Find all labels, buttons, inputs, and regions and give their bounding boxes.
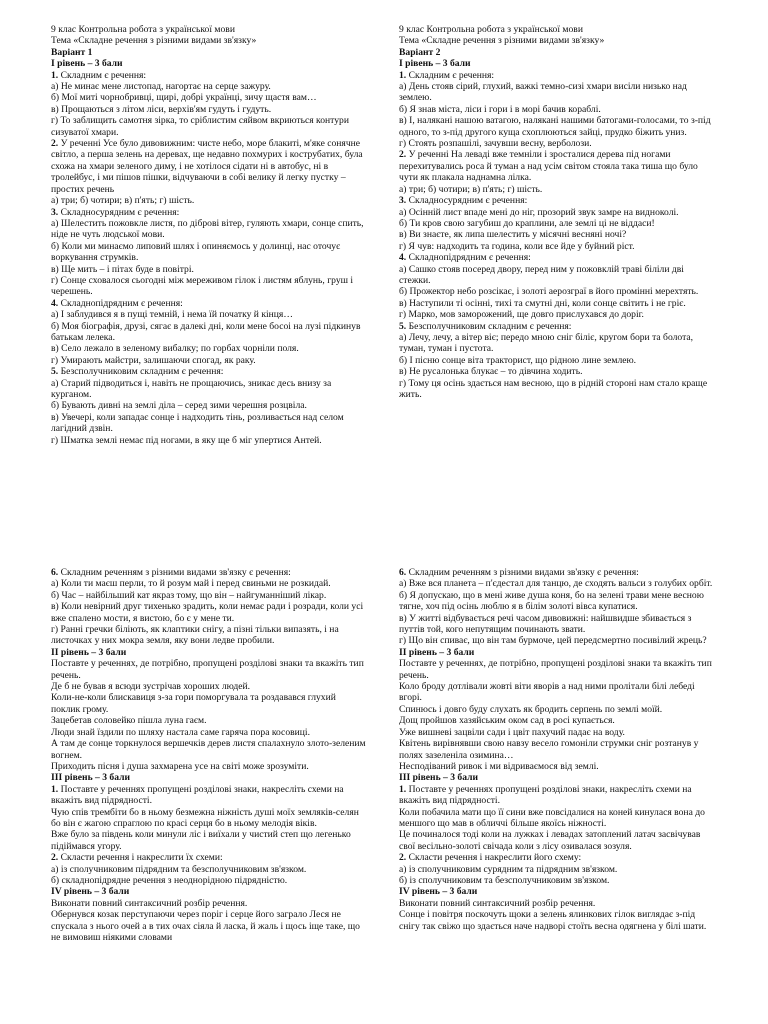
task-sentences [399, 807, 715, 853]
line-text: б) Ти кров свою загубиш до краплини, але землі ці не віддаси! [399, 217, 655, 229]
sentence: Де б не бував я всюди зустрічав хороших людей. [51, 681, 251, 693]
line-text: в) Ще мить – і пітах буде в повітрі. [51, 263, 194, 275]
answer-option [51, 195, 367, 206]
answer-option [51, 378, 367, 401]
line-text: г) Стоять розпашілі, зачувши весну, верболози. [399, 138, 592, 150]
task-instruction: Поставте у реченнях, де потрібно, пропущені розділові знаки та вкажіть тип речень. [399, 658, 712, 681]
line-text: в) Увечері, коли западає сонце і надходить тінь, розливається над селом лагідний дзвін. [51, 411, 344, 435]
line-text: а) Не минає мене листопад, нагортає на серце зажуру. [51, 81, 271, 93]
line-text: Безсполучниковим складним є речення: [58, 366, 224, 378]
sentence: Коло броду дотлівали жовті віти яворів а над ними пролітали білі лебеді вгорі. [399, 681, 695, 704]
sentence: Коли побачила мати що її сини вже повсідалися на коней кинулася вона до меншого що мав в обличчі більше якоїсь ніжності. [399, 806, 705, 829]
level-heading: IV рівень – 3 бали [399, 886, 478, 898]
sentence: Коли-не-коли блискавиця з-за гори поморгувала та роздавався глухий поклик грому. [51, 692, 336, 715]
sentence: Уже вишневі зацвіли сади і цвіт пахучий падає на воду. [399, 726, 625, 738]
question-stem [51, 567, 367, 578]
answer-option [51, 309, 367, 320]
line-text: а) Лечу, лечу, а вітер віє; передо мною сніг біліє, кругом бори та болота, туман, туман і пустота. [399, 331, 694, 355]
sentence: Квітень вирівнявши свою навзу весело гомоніли струмки сніг розтанув у полях зазеленіла озимина… [399, 738, 699, 761]
answer-option [51, 412, 367, 435]
line-text: в) Ви знаєте, як липа шелестить у місячні весняні ночі? [399, 229, 627, 241]
line-text: Складнопідрядним є речення: [406, 252, 531, 264]
line-text: б) Бувають дивні на землі діла – серед зими черешня розцвіла. [51, 400, 307, 412]
variant2-part2 [399, 567, 715, 932]
line-text: а) три; б) чотири; в) п'ять; г) шість. [51, 195, 195, 207]
level-heading: IV рівень – 3 бали [51, 886, 130, 898]
line-text: г) То заблищить самотня зірка, то сріблистим сяйвом вкриються контури сизуватої хмари. [51, 115, 349, 138]
line-text: Складним є речення: [58, 69, 147, 81]
question-number: 1. [51, 69, 59, 81]
sentence: Приходить пісня і душа захмарена усе на світі може зрозуміти. [51, 760, 309, 772]
line-text: б) Я знав міста, ліси і гори і в морі бачив кораблі. [399, 103, 601, 115]
sentence: Спинюсь і довго буду слухать як бродить серпень по землі моїй. [399, 703, 663, 715]
task-sentences [51, 681, 367, 772]
line-text: Складносурядним є речення: [58, 206, 180, 218]
question-number: 3. [51, 206, 59, 218]
answer-option [399, 207, 715, 218]
line-text: в) Коли невірний друг тихенько зрадить, коли немає ради і розради, коли усі вже спалено мости, я вистою, бо є у мене ти. [51, 601, 364, 624]
question-list [51, 567, 367, 647]
question-stem [399, 567, 715, 578]
line-text: б) Час – найбільший кат якраз тому, що він – найгуманніший лікар. [51, 589, 327, 601]
line-text: г) Марко, мов заморожений, ще довго прислухався до доріг. [399, 309, 644, 321]
question-number: 5. [399, 320, 407, 332]
line-text: а) Вже вся планета – п'єдестал для танцю, де сходять вальси з голубих орбіт. [399, 578, 713, 590]
variant2-part1 [399, 24, 715, 400]
test-topic: Тема «Складне речення з різними видами зв'язку» [51, 35, 257, 47]
line-text: в) Не русалонька блукає – то дівчина ходить. [399, 366, 583, 378]
answer-option [51, 275, 367, 298]
line-text: Безсполучниковим складним є речення: [406, 320, 572, 332]
line-text: б) Прожектор небо розсікає, і золоті аерозграї в його промінні мерехтять. [399, 286, 699, 298]
task-instruction: 1. Поставте у реченнях пропущені розділові знаки, накресліть схеми на вкажіть вид підрядності. [399, 783, 692, 807]
answer-option [399, 366, 715, 377]
task-sentences [399, 681, 715, 772]
answer-option [51, 400, 367, 411]
line-text: а) Старий підводиться і, навіть не прощаючись, зникає десь внизу за курганом. [51, 377, 332, 400]
line-text: б) Я допускаю, що в мені живе душа коня, бо на зелені трави мене весною тягне, хоч під осінь люблю я в білім золоті вівса купатися. [399, 589, 704, 613]
question-stem [51, 138, 367, 195]
line-text: а) три; б) чотири; в) п'ять; г) шість. [399, 183, 543, 195]
line-text: Складним реченням з різними видами зв'язку є речення: [58, 567, 291, 578]
level-heading: ІІ рівень – 3 бали [399, 646, 475, 658]
answer-option [51, 241, 367, 264]
line-text: г) Що він спиває, що він там бурмоче, цей передсмертно посивілий жрець? [399, 635, 707, 647]
sentence: Несподіваний ривок і ми відриваємося від землі. [399, 760, 599, 772]
answer-option [399, 218, 715, 229]
question-number: 5. [51, 366, 59, 378]
line-text: в) Село лежало в зеленому вибалку; по горбах чорніли поля. [51, 343, 299, 355]
line-text: У реченні На левадi вже темніли і зросталися дерева під ногами перехитувались роса й туман а над усім світом стояла така тиша що було чути як плакала наднамна лілка. [399, 149, 698, 184]
sentence: б) із сполучниковим та безсполучниковим зв'язком. [399, 874, 610, 886]
question-list [399, 567, 715, 647]
answer-option [51, 601, 367, 624]
line-text: г) Умирають майстри, залишаючи спогад, як раку. [51, 354, 256, 366]
line-text: Складним реченням з різними видами зв'язку є речення: [406, 567, 639, 578]
question-stem [399, 70, 715, 81]
line-text: а) Сашко стояв посеред двору, перед ним у пожовклій траві біліли дві стежки. [399, 263, 684, 286]
variant-title: Варіант 1 [51, 46, 93, 58]
line-text: Складнопідрядним є речення: [58, 297, 183, 309]
question-list [399, 70, 715, 401]
answer-option [51, 578, 367, 589]
task-sentences [51, 807, 367, 853]
task-sentences [51, 909, 367, 943]
task-instruction: 2. Скласти речення і накреслити їх схеми: [51, 852, 223, 864]
task-instruction: 2. Скласти речення і накреслити його схему: [399, 852, 582, 864]
sentence: Дощ пройшов хазяйським оком сад в росі купається. [399, 715, 615, 727]
task-instruction: Виконати повний синтаксичний розбір речення. [399, 897, 596, 909]
answer-option [51, 218, 367, 241]
sentence: Чую спів трембіти бо в ньому безмежна ніжність душі моїх земляків-селян бо він є жагою спраглою по красі серця бо в ньому мелодія віків. [51, 806, 359, 829]
task-sentences [399, 909, 715, 932]
line-text: г) Шматка землі немає під ногами, в яку ще б міг упертися Антей. [51, 434, 322, 446]
answer-option [51, 264, 367, 275]
line-text: г) Я чув: надходить та година, коли все йде у буйний ріст. [399, 240, 635, 252]
answer-option [51, 115, 367, 138]
question-number: 6. [51, 567, 59, 578]
answer-option [51, 435, 367, 446]
line-text: г) Тому ця осінь здається нам весною, що в рідній стороні нам стало краще жить. [399, 377, 708, 400]
question-number: 2. [51, 138, 59, 150]
answer-option [51, 355, 367, 366]
task-sentences [399, 864, 715, 887]
answer-option [399, 229, 715, 240]
answer-option [399, 298, 715, 309]
question-list [51, 70, 367, 446]
question-number: 4. [399, 252, 407, 264]
answer-option [51, 92, 367, 103]
sentence: Це починалося тоді коли на лужках і левадах затоплений латач засвічував свої весільно-золоті свічада коли з лісу озивалася зозуля. [399, 829, 701, 852]
question-stem [399, 195, 715, 206]
answer-option [399, 184, 715, 195]
task-number: 2. [399, 852, 407, 864]
task-sentences [51, 864, 367, 887]
variant1-part1 [51, 24, 367, 446]
answer-option [51, 321, 367, 344]
answer-option [51, 590, 367, 601]
answer-option [399, 81, 715, 104]
sentence: Обернувся козак перступаючи через поріг і серце його заграло Леся не спускала з нього очей а в тих очах сіяла й ласка, й жаль і щось іще таке, що не вимовиш ніякими словами [51, 909, 360, 943]
question-stem [51, 298, 367, 309]
question-number: 3. [399, 195, 407, 207]
question-stem [399, 321, 715, 332]
sentence: Люди знай їздили по шляху настала саме гаряча пора косовиці. [51, 726, 310, 738]
level-heading: І рівень – 3 бали [51, 58, 123, 70]
line-text: в) Наступили ті осінні, тихі та смутні дні, коли сонце світить і не гріє. [399, 297, 686, 309]
line-text: У реченні Усе було дивовижним: чисте небо, море блакиті, м'яке сонячне світло, а перша зелень на деревах, ще недавно похмурих і кострубатих, була схожа на хмари зеленого диму, і не хотілося сідати ні в автобус, ні в тролейбус, і ми пішов пішки, відчуваючи в собі велику й легку пустку – простих речень [51, 138, 363, 195]
question-stem [399, 149, 715, 183]
question-stem [51, 70, 367, 81]
answer-option [51, 624, 367, 647]
line-text: а) Шелестить пожовкле листя, по діброві вітер, гуляють хмари, сонце спить, ніде не чуть людської мови. [51, 217, 364, 241]
answer-option [399, 590, 715, 613]
line-text: а) І заблудився я в пущі темній, і нема їй початку й кінця… [51, 309, 293, 321]
answer-option [399, 104, 715, 115]
level-heading: ІІІ рівень – 3 бали [51, 772, 131, 784]
line-text: в) І, наляканi нашою ватагою, налякані нашими батогами-голосами, то з-під одного, то з-під другого куща схоплюються зайці, прудко біжить униз. [399, 115, 711, 138]
variant1-part2 [51, 567, 367, 943]
answer-option [399, 578, 715, 589]
test-header: 9 клас Контрольна робота з української мови [51, 24, 235, 35]
question-number: 1. [399, 69, 407, 81]
sentence: а) із сполучниковим підрядним та безсполучниковим зв'язком. [51, 863, 307, 875]
answer-option [399, 332, 715, 355]
line-text: а) День стояв сірий, глухий, важкі темно-сизі хмари висіли низько над землею. [399, 81, 687, 104]
task-instruction: Виконати повний синтаксичний розбір речення. [51, 897, 248, 909]
line-text: б) Коли ми минаємо липовий шлях і опиняємось у долинці, нас оточує воркування струмків. [51, 240, 341, 264]
question-number: 6. [399, 567, 407, 578]
sentence: а) із сполучниковим сурядним та підрядним зв'язком. [399, 863, 618, 875]
answer-option [399, 613, 715, 636]
test-header: 9 клас Контрольна робота з української мови [399, 24, 583, 35]
sentence: Зацебетав соловейко пішла луна гаєм. [51, 715, 207, 727]
question-number: 2. [399, 149, 407, 161]
question-stem [51, 207, 367, 218]
line-text: г) Сонце сховалося сьогодні між мереживом гілок і листям яблунь, груш і черешень. [51, 274, 354, 298]
question-stem [399, 252, 715, 263]
answer-option [399, 241, 715, 252]
task-number: 2. [51, 852, 59, 864]
question-number: 4. [51, 297, 59, 309]
task-number: 1. [399, 783, 407, 795]
answer-option [399, 264, 715, 287]
task-instruction: 1. Поставте у реченнях пропущені розділові знаки, накресліть схеми на вкажіть вид підрядності. [51, 783, 344, 807]
sentence: А там де сонце торкнулося вершечків дерев листя спалахнуло злото-зеленим вогнем. [51, 738, 366, 761]
answer-option [399, 378, 715, 401]
line-text: Складносурядним є речення: [406, 195, 528, 207]
sentence: Сонце і повітря поскочуть щоки а зелень ялинкових гілок виглядає з-під снігу так свіжо що здається наче надворі стоїть весна одягнена у білі шати. [399, 909, 707, 932]
line-text: в) У житті відбувається речі часом дивовижні: найшвидше збивається з путтів той, кого непутящим починають звати. [399, 612, 692, 636]
line-text: а) Осінній лист впаде мені до ніг, прозорий звук замре на видноколі. [399, 206, 679, 218]
line-text: б) Мої миті чорнобривці, щирі, добрі українці, зичу щастя вам… [51, 92, 317, 104]
sentence: б) складнопідрядне речення з неоднорідною підрядністю. [51, 874, 288, 886]
line-text: г) Ранні гречки біліють, як клаптики снігу, а пізні тільки випазять, і на листочках у них мокра земля, яку вони ледве пробили. [51, 624, 339, 647]
line-text: Складним є речення: [406, 69, 495, 81]
answer-option [399, 115, 715, 138]
answer-option [51, 343, 367, 354]
answer-option [399, 286, 715, 297]
test-topic: Тема «Складне речення з різними видами зв'язку» [399, 35, 605, 47]
answer-option [51, 104, 367, 115]
answer-option [51, 81, 367, 92]
task-number: 1. [51, 783, 59, 795]
answer-option [399, 355, 715, 366]
answer-option [399, 309, 715, 320]
line-text: б) І пісню сонце віта тракторист, що рідною лине землею. [399, 354, 637, 366]
question-stem [51, 366, 367, 377]
level-heading: ІІ рівень – 3 бали [51, 646, 127, 658]
level-heading: ІІІ рівень – 3 бали [399, 772, 479, 784]
line-text: в) Прощаються з літом ліси, верхів'ям гудуть і гудуть. [51, 103, 272, 115]
sentence: Вже було за південь коли минули ліс і виїхали у чистий степ що легенько підіймався угору. [51, 829, 351, 852]
task-instruction: Поставте у реченнях, де потрібно, пропущені розділові знаки та вкажіть тип речень. [51, 658, 364, 681]
line-text: б) Моя біографія, друзі, сягає в далекі дні, коли мене босоі на лузі підкинув батькам лелека. [51, 320, 361, 343]
level-heading: І рівень – 3 бали [399, 58, 471, 70]
line-text: а) Коли ти маєш перли, то й розум май і перед свиньми не розкидай. [51, 578, 331, 590]
answer-option [399, 635, 715, 646]
variant-title: Варіант 2 [399, 46, 441, 58]
answer-option [399, 138, 715, 149]
